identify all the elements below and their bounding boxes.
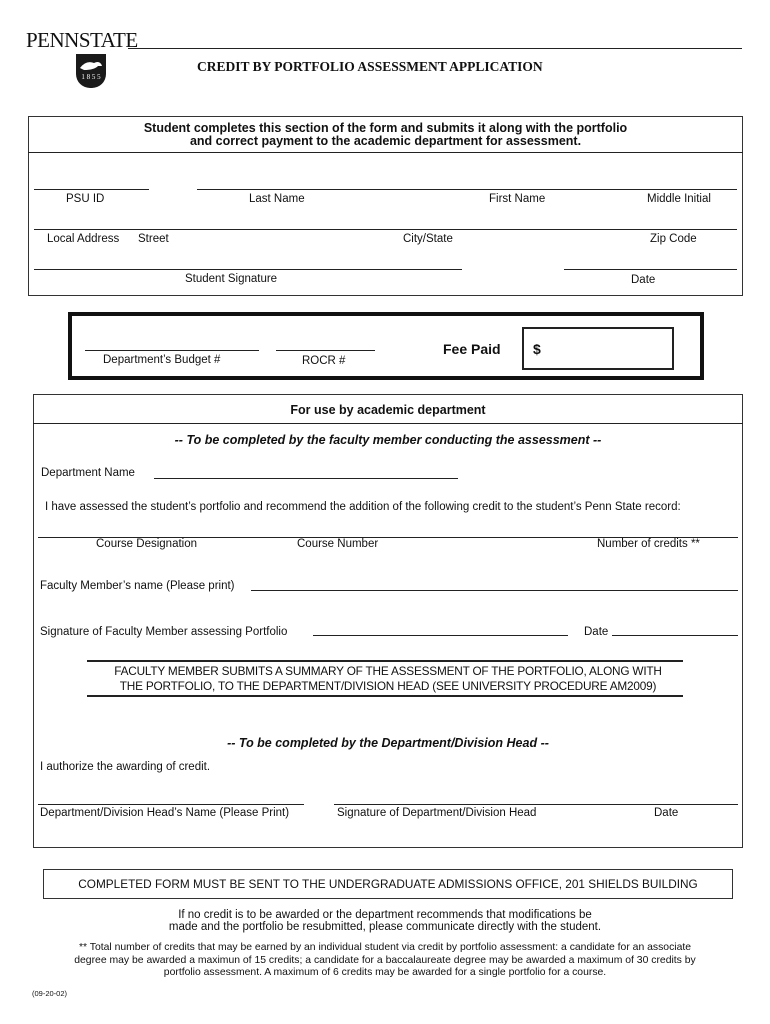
name-field[interactable] xyxy=(197,189,737,190)
department-name-field[interactable] xyxy=(154,478,458,479)
form-title: CREDIT BY PORTFOLIO ASSESSMENT APPLICATION xyxy=(197,59,543,74)
city-state-label: City/State xyxy=(403,233,453,245)
header-rule xyxy=(128,48,742,49)
credit-note-line-1: ** Total number of credits that may be earned by an individual student via credit by portfolio assessment: a candidate for an associate xyxy=(78,942,692,953)
faculty-date-label: Date xyxy=(584,626,609,638)
rocr-label: ROCR # xyxy=(302,355,346,367)
summary-line-1: FACULTY MEMBER SUBMITS A SUMMARY OF THE ASSESSMENT OF THE PORTFOLIO, ALONG WITH xyxy=(114,664,662,678)
rocr-field[interactable] xyxy=(276,350,375,351)
penn-state-logo xyxy=(26,28,138,53)
student-instructions-1: Student completes this section of the form and submits it along with the portfolio xyxy=(143,121,628,135)
address-field[interactable] xyxy=(34,229,737,230)
psu-id-field[interactable] xyxy=(34,189,149,190)
head-name-label: Department/Division Head’s Name (Please Print) xyxy=(40,807,290,819)
student-instructions-divider xyxy=(28,152,743,153)
student-date-field[interactable] xyxy=(564,269,737,270)
head-date-label: Date xyxy=(654,807,679,819)
middle-initial-label: Middle Initial xyxy=(647,193,711,205)
logo-wordmark: PENNSTATE xyxy=(26,28,138,52)
number-of-credits-label: Number of credits ** xyxy=(597,538,700,550)
budget-label: Department’s Budget # xyxy=(103,354,221,366)
faculty-signature-label: Signature of Faculty Member assessing Portfolio xyxy=(40,626,288,638)
head-heading: -- To be completed by the Department/Division Head -- xyxy=(227,736,549,750)
department-section xyxy=(33,394,743,848)
no-credit-line-1: If no credit is to be awarded or the department recommends that modifications be xyxy=(178,909,592,921)
head-name-field[interactable] xyxy=(38,804,304,805)
course-designation-label: Course Designation xyxy=(96,538,198,550)
faculty-heading: -- To be completed by the faculty member conducting the assessment -- xyxy=(174,433,602,447)
street-label: Street xyxy=(138,233,169,245)
local-address-label: Local Address xyxy=(47,233,120,245)
last-name-label: Last Name xyxy=(249,193,305,205)
student-date-label: Date xyxy=(631,274,656,286)
faculty-name-label: Faculty Member’s name (Please print) xyxy=(40,580,235,592)
authorize-statement: I authorize the awarding of credit. xyxy=(40,761,211,773)
course-number-label: Course Number xyxy=(297,538,379,550)
zip-code-label: Zip Code xyxy=(650,233,697,245)
dollar-sign: $ xyxy=(533,341,541,357)
department-name-label: Department Name xyxy=(41,467,135,479)
fee-paid-label: Fee Paid xyxy=(443,341,501,357)
no-credit-line-2: made and the portfolio be resubmitted, please communicate directly with the student. xyxy=(168,921,602,933)
summary-bottom-rule xyxy=(87,695,683,697)
form-revision-date: (09-20-02) xyxy=(32,989,68,998)
faculty-date-field[interactable] xyxy=(612,635,738,636)
summary-top-rule xyxy=(87,660,683,662)
student-signature-label: Student Signature xyxy=(185,273,278,285)
credit-note-line-2: degree may be awarded a maximun of 15 credits; a candidate for a baccalaureate degree may be awarded a maximum of 30 credits by xyxy=(74,955,696,966)
send-notice: COMPLETED FORM MUST BE SENT TO THE UNDERGRADUATE ADMISSIONS OFFICE, 201 SHIELDS BUILDING xyxy=(78,877,698,891)
fee-amount-field[interactable] xyxy=(522,327,674,370)
student-signature-field[interactable] xyxy=(34,269,462,270)
head-signature-label: Signature of Department/Division Head xyxy=(337,807,537,819)
student-instructions-2: and correct payment to the academic department for assessment. xyxy=(189,134,582,148)
faculty-signature-field[interactable] xyxy=(313,635,568,636)
credit-note-line-3: portfolio assessment. A maximum of 6 credits may be awarded for a single portfolio for a course. xyxy=(163,967,607,978)
department-section-title: For use by academic department xyxy=(290,403,486,417)
budget-field[interactable] xyxy=(85,350,259,351)
seal-year: 1 8 5 5 xyxy=(81,73,101,81)
nittany-lion-seal xyxy=(76,54,106,88)
department-title-divider xyxy=(33,423,743,424)
first-name-label: First Name xyxy=(489,193,546,205)
faculty-name-field[interactable] xyxy=(251,590,738,591)
head-signature-field[interactable] xyxy=(334,804,738,805)
summary-line-2: THE PORTFOLIO, TO THE DEPARTMENT/DIVISION HEAD (SEE UNIVERSITY PROCEDURE AM2009) xyxy=(119,679,657,693)
psu-id-label: PSU ID xyxy=(66,193,105,205)
assessment-statement: I have assessed the student’s portfolio and recommend the addition of the following credit to the student’s Penn State record: xyxy=(45,501,681,513)
